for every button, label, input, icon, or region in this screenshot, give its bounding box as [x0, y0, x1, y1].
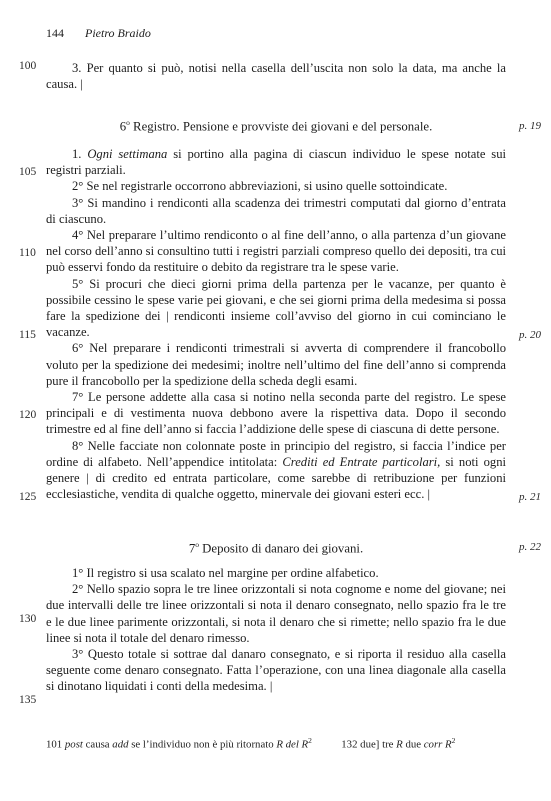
section-6-body	[46, 146, 506, 502]
emphasis: Crediti ed Entrate particolari,	[282, 454, 441, 469]
note-emphasis: post	[64, 738, 83, 751]
section-6-number: 6	[119, 119, 127, 134]
paragraph	[46, 146, 506, 178]
note-text: causa	[82, 738, 113, 751]
note-emphasis: R del R	[276, 738, 309, 751]
line-number: 110	[19, 247, 36, 259]
line-number: 135	[19, 694, 37, 706]
paragraph: 2° Se nel registrarle occorrono abbreviazioni, si usino quelle sottoindicate.	[72, 179, 448, 194]
paragraph: 6° Nel preparare i rendiconti trimestrali si avverta di comprendere il francobollo voluto per la spedizione dei medesimi; inoltre nell’ultimo del fine dell’anno si comprenda pure il francobollo per la spedizione della scheda degli esami.	[46, 341, 506, 388]
note-text: due] tre	[357, 738, 397, 751]
margin-page-ref: p. 22	[519, 541, 541, 553]
emphasis: Ogni settimana	[87, 147, 168, 161]
intro-block	[46, 60, 506, 92]
paragraph-text: 8° Nelle facciate non colonnate poste in principio del registro, si faccia l’indice per ordine di alfabeto. Nell’appendice intitolata:	[46, 438, 506, 469]
page-number: 144	[46, 26, 64, 40]
note-text: se l’individuo non è più ritornato	[128, 738, 277, 751]
paragraph: 3° Questo totale si sottrae dal danaro consegnato, e si riporta il residuo alla casella seguente come denaro consegnato. Fatta l’operazione, con una linea diagonale alla casella si dinotano liquidati i conti della medesima. |	[46, 647, 506, 694]
line-number: 120	[19, 409, 37, 421]
section-6-title	[46, 118, 506, 134]
paragraph-text: si portino alla pagina di ciascun individuo le spese notate sui registri parziali.	[46, 147, 507, 178]
note-emphasis: add	[112, 738, 129, 751]
section-6-title-text: Registro. Pensione e provviste dei giovani e del personale.	[129, 119, 433, 134]
section-7-number: 7	[188, 541, 196, 556]
paragraph: 5° Si procuri che dieci giorni prima della partenza per le vacanze, per quanto è possibile cessino le spese varie pei giovani, e che sei giorni prima della medesima si possa fare la spedizione dei | rendiconti insieme coll’avviso del giorno in cui cominciano le vacanze.	[46, 276, 506, 340]
section-6-ordinal: o	[126, 118, 130, 127]
section-7-ordinal: o	[195, 540, 199, 549]
line-number: 130	[19, 613, 37, 625]
intro-paragraph: 3. Per quanto si può, notisi nella casella dell’uscita non solo la data, ma anche la causa. |	[46, 61, 506, 92]
note-line-number: 101	[46, 738, 63, 751]
note-superscript: 2	[451, 736, 456, 745]
paragraph: 7° Le persone addette alla casa si notino nella seconda parte del registro. Le spese principali e di vestimenta nuova debbono avere la rispettiva data. Dopo il secondo trimestre ed al fine dell’anno si faccia l’addizione delle spese di ciascuna di dette persone.	[46, 390, 506, 437]
paragraph: 2° Nello spazio sopra le tre linee orizzontali si nota cognome e nome del giovane; nei due intervalli delle tre linee orizzontali si nota il denaro consegnato, nello spazio fra le tre e le due linee parimente orizzontali, si nota il denaro che si rimette; nello spazio fra le due linee si nota il totale del denaro rimesso.	[46, 582, 506, 645]
section-7-title-text: Deposito di danaro dei giovani.	[198, 541, 364, 556]
margin-page-ref: p. 21	[519, 491, 541, 503]
line-number: 100	[19, 60, 37, 72]
note-superscript: 2	[308, 736, 312, 745]
line-number: 115	[19, 329, 36, 341]
critical-apparatus	[46, 736, 455, 751]
paragraph-number: 1.	[72, 147, 88, 161]
margin-page-ref: p. 20	[519, 329, 541, 341]
line-number: 105	[19, 166, 37, 178]
note-text: due	[402, 738, 424, 751]
note-emphasis: corr R	[423, 738, 452, 751]
section-7-body	[46, 565, 506, 695]
margin-page-ref: p. 19	[519, 120, 541, 132]
paragraph-text: si noti ogni genere | di credito ed entrata particolare, come sarebbe di retribuzione per funzioni ecclesiastiche, vendita di qualche oggetto, minervale dei giovani esteri ecc. |	[46, 454, 506, 502]
line-number: 125	[19, 491, 37, 503]
paragraph: 1° Il registro si usa scalato nel margine per ordine alfabetico.	[72, 566, 379, 580]
running-author: Pietro Braido	[85, 26, 151, 40]
running-header	[46, 26, 151, 41]
paragraph: 4° Nel preparare l’ultimo rendiconto o al fine dell’anno, o alla partenza d’un giovane nel corso dell’anno si consultino tutti i registri parziali compreso quello dei depositi, tra cui può esservi fondo da restituire o debito da registrare tra le spese varie.	[46, 228, 506, 275]
paragraph	[46, 438, 506, 503]
paragraph: 3° Si mandino i rendiconti alla scadenza dei trimestri computati dal giorno d’entrata di ciascuno.	[46, 195, 506, 226]
section-7-title	[46, 540, 506, 556]
note-line-number: 132	[341, 738, 358, 751]
note-emphasis: R	[396, 738, 403, 751]
